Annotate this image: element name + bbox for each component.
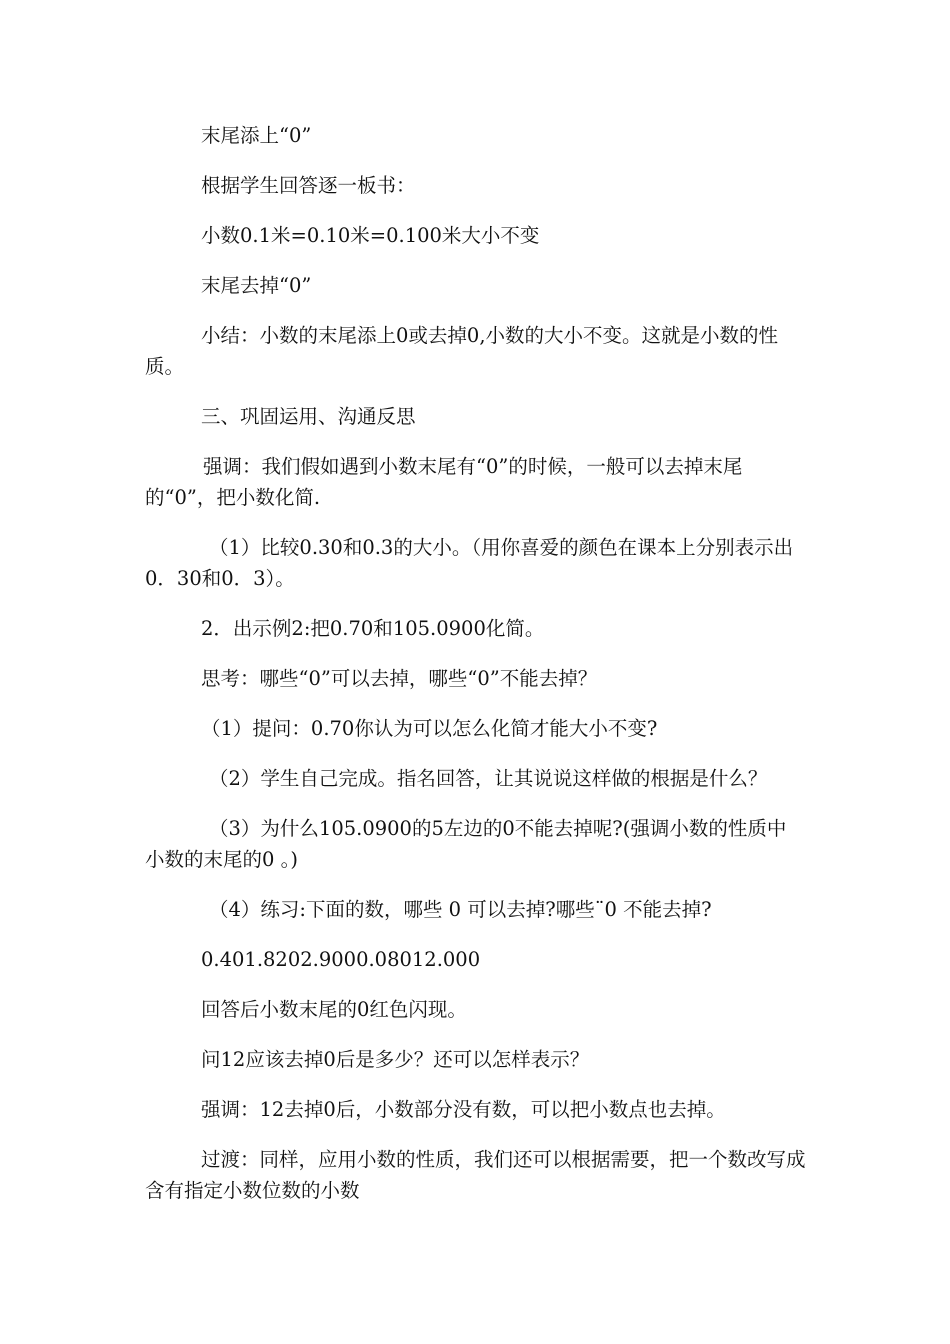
paragraph-4: 末尾去掉“0” — [201, 274, 312, 297]
paragraph-16: 回答后小数末尾的0红色闪现。 — [201, 998, 467, 1021]
paragraph-11: （1）提问：0.70你认为可以怎么化简才能大小不变? — [201, 717, 658, 740]
paragraph-17: 问12应该去掉0后是多少？还可以怎样表示？ — [201, 1048, 590, 1071]
paragraph-12: （2）学生自己完成。指名回答，让其说说这样做的根据是什么？ — [209, 767, 768, 790]
paragraph-9: 2．出示例2:把0.70和105.0900化简。 — [201, 617, 545, 640]
paragraph-18: 强调：12去掉0后，小数部分没有数，可以把小数点也去掉。 — [201, 1098, 726, 1121]
paragraph-6: 三、巩固运用、沟通反思 — [201, 405, 416, 428]
paragraph-14: （4）练习:下面的数，哪些 0 可以去掉?哪些¨0 不能去掉? — [209, 898, 712, 921]
paragraph-13: （3）为什么105.0900的5左边的0不能去掉呢?(强调小数的性质中 小数的末尾的0 。) — [145, 817, 787, 871]
paragraph-7: 强调：我们假如遇到小数末尾有“0”的时候，一般可以去掉末尾的“0”，把小数化简. — [145, 455, 743, 509]
paragraph-8: （1）比较0.30和0.3的大小。（用你喜爱的颜色在课本上分别表示出0．30和0．3）。 — [145, 536, 794, 590]
paragraph-3: 小数0.1米=0.10米=0.100米大小不变 — [201, 224, 540, 247]
paragraph-2: 根据学生回答逐一板书： — [201, 174, 416, 197]
paragraph-1: 末尾添上“0” — [201, 124, 312, 147]
paragraph-19: 过渡：同样，应用小数的性质，我们还可以根据需要，把一个数改写成含有指定小数位数的小数 — [145, 1148, 806, 1202]
paragraph-5: 小结：小数的末尾添上0或去掉0,小数的大小不变。这就是小数的性质。 — [145, 324, 779, 378]
paragraph-15: 0.401.8202.9000.08012.000 — [201, 948, 481, 971]
document-body — [145, 120, 810, 1225]
paragraph-10: 思考：哪些“0”可以去掉，哪些“0”不能去掉？ — [201, 667, 598, 690]
